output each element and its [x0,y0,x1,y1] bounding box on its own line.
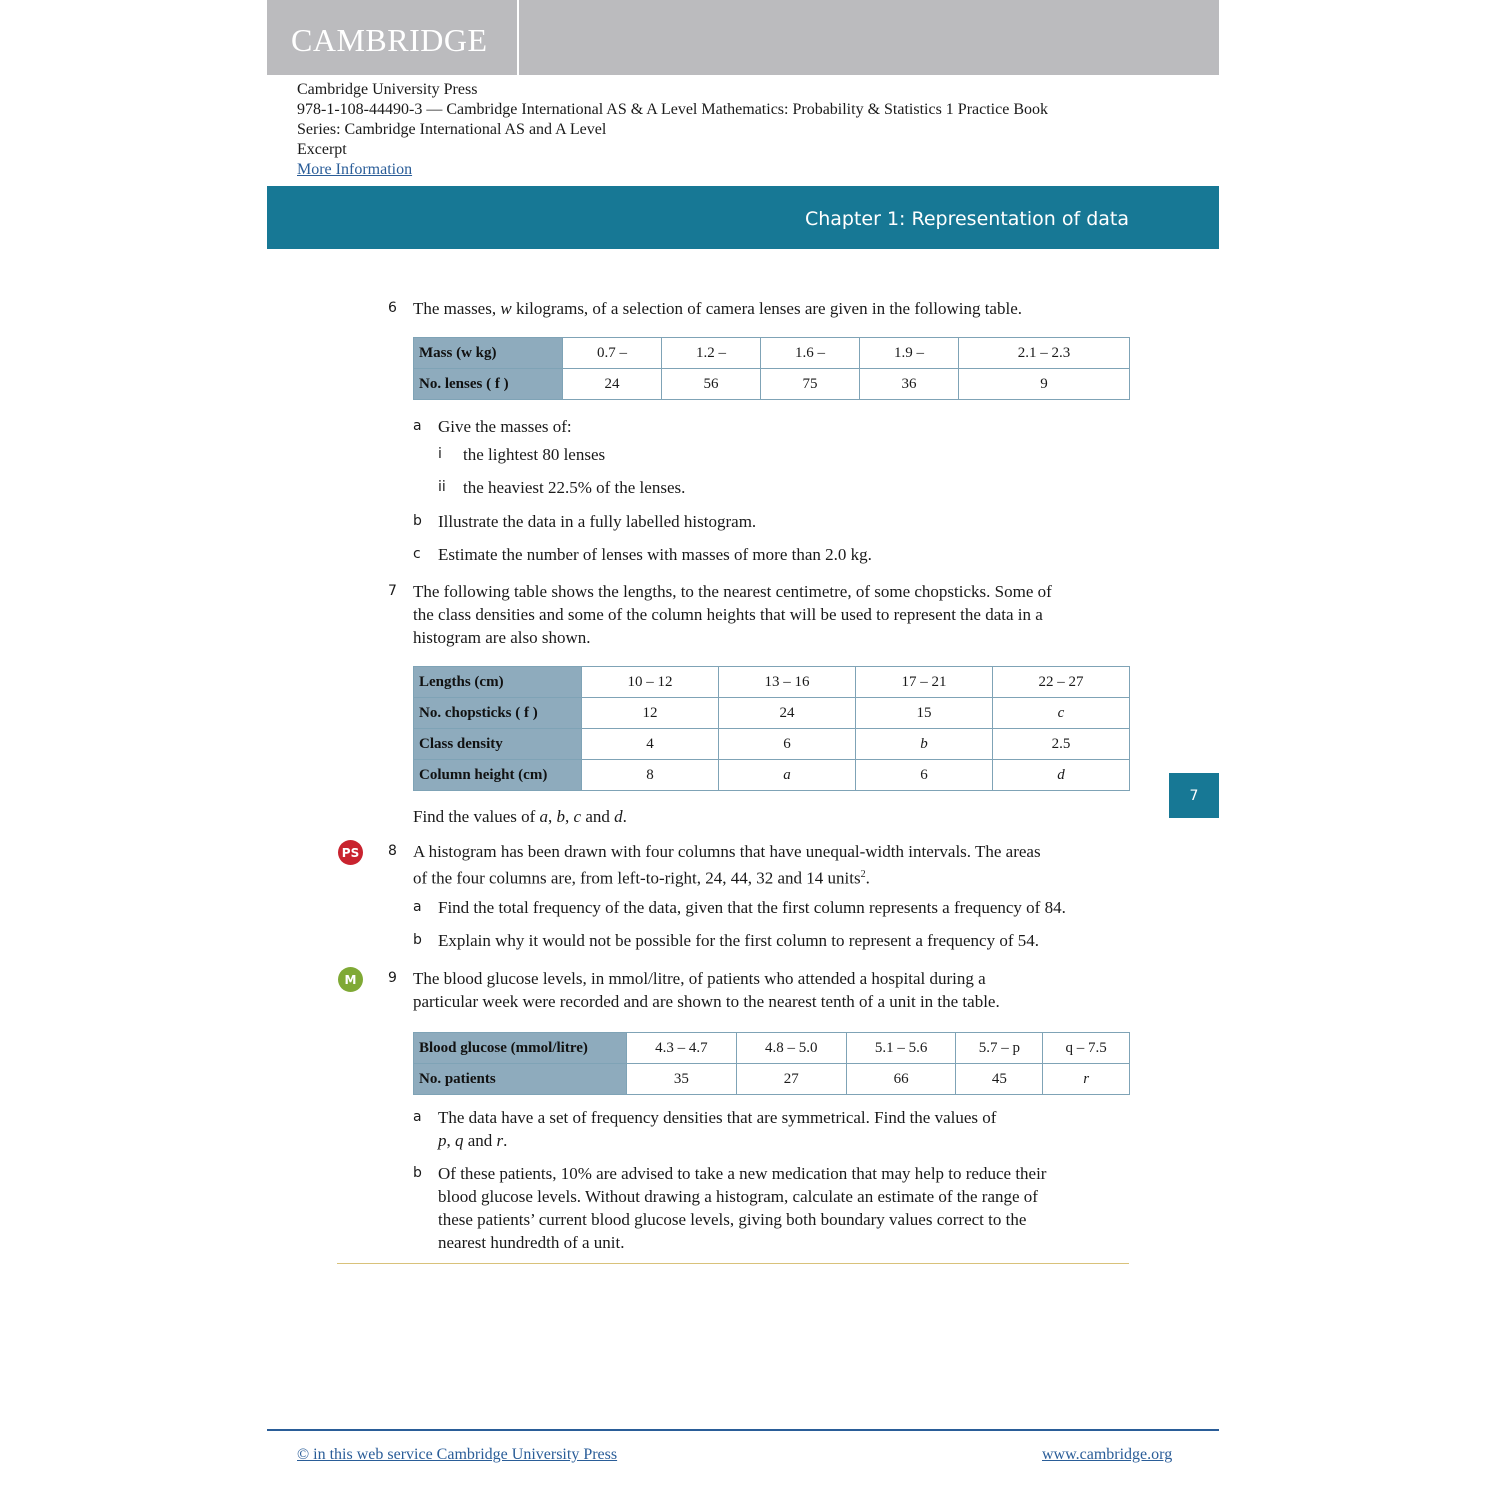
q8b-label: b [413,932,422,948]
q6ai-text: the lightest 80 lenses [463,445,606,464]
table-cell: 9 [959,369,1130,400]
table-cell: 15 [856,698,993,729]
q6c-label: c [413,546,421,562]
q9b-label: b [413,1165,422,1181]
question-9-text [413,967,1153,1013]
q9-line: The blood glucose levels, in mmol/litre, of patients who attended a hospital during a [413,969,986,988]
table-row [414,1033,1130,1064]
q8-line [413,863,1153,890]
more-information-link[interactable]: More Information [297,161,413,178]
q7-line: the class densities and some of the column heights that will be used to represent the data in a [413,605,1043,624]
q9-var-p: p [438,1131,447,1150]
q7-find-values: Find the values of a, b, c and d. [413,807,627,826]
table-cell: 35 [627,1064,737,1095]
footer-divider [267,1429,1219,1431]
table-cell: 24 [719,698,856,729]
q8a-text: Find the total frequency of the data, given that the first column represents a frequency of 84. [438,898,1066,917]
q7-var-d: d [614,807,623,826]
q9-glucose-table [413,1032,1130,1095]
q9b-line: Of these patients, 10% are advised to take a new medication that may help to reduce their [438,1164,1047,1183]
table-row [414,760,1130,791]
q7-find-pre: Find the values of [413,807,540,826]
q6-text-pre: The masses, [413,299,501,318]
q8-line2-end: . [865,868,870,888]
question-6-text [413,297,1153,320]
table-cell: 12 [582,698,719,729]
q9-var-q: q [455,1131,464,1150]
q7-line: histogram are also shown. [413,628,591,647]
table-header: Column height (cm) [414,760,582,791]
q7-var-a: a [539,807,549,826]
table-cell: 5.1 – 5.6 [846,1033,956,1064]
table-cell: 4 [582,729,719,760]
question-9-number: 9 [388,970,397,986]
isbn-title: 978-1-108-44490-3 — Cambridge International AS & A Level Mathematics: Probability & Statistics 1 Practice Book [297,101,1048,118]
table-row [414,667,1130,698]
table-cell: 0.7 – [563,338,662,369]
q6c-text: Estimate the number of lenses with masses of more than 2.0 kg. [438,545,872,564]
book-metadata [297,80,1048,180]
q6a-text: Give the masses of: [438,417,572,436]
q9a-label: a [413,1109,422,1125]
q9a-line: p, q and r. [438,1131,508,1150]
table-cell: 1.9 – [860,338,959,369]
table-header: Class density [414,729,582,760]
table-cell: 2.1 – 2.3 [959,338,1130,369]
problem-solving-badge-icon: PS [338,840,363,865]
table-cell: r [1043,1064,1130,1095]
modelling-badge-icon: M [338,967,363,992]
table-cell: 1.2 – [662,338,761,369]
q9a-and: and [463,1131,497,1150]
q6-var-w: w [500,299,512,318]
page-number: 7 [1169,773,1219,818]
table-cell: 27 [736,1064,846,1095]
q9b-line: nearest hundredth of a unit. [438,1233,625,1252]
table-cell: 6 [856,760,993,791]
q7-find-and: and [581,807,615,826]
cambridge-logo: CAMBRIDGE [291,22,488,58]
section-end-divider [337,1263,1129,1264]
table-row [414,369,1130,400]
table-cell: 10 – 12 [582,667,719,698]
table-cell: q – 7.5 [1043,1033,1130,1064]
chapter-bar [267,186,1219,249]
website-link[interactable]: www.cambridge.org [1042,1446,1173,1463]
table-row [414,1064,1130,1095]
q6a-label: a [413,418,422,434]
q6aii-label: ii [438,479,446,495]
table-row [414,338,1130,369]
table-cell: 24 [563,369,662,400]
page [267,0,1219,1487]
header-banner [267,0,1219,75]
q7-var-c: c [573,807,582,826]
q6b-text: Illustrate the data in a fully labelled histogram. [438,512,757,531]
q8b-text: Explain why it would not be possible for the first column to represent a frequency of 54. [438,931,1039,950]
banner-divider [517,0,519,75]
table-cell: 17 – 21 [856,667,993,698]
table-cell: 8 [582,760,719,791]
question-7-number: 7 [388,583,397,599]
q6-mass-table [413,337,1130,400]
q6-text-post: kilograms, of a selection of camera lenses are given in the following table. [511,299,1022,318]
table-cell: c [993,698,1130,729]
table-cell: a [719,760,856,791]
table-cell: 5.7 – p [956,1033,1043,1064]
series: Series: Cambridge International AS and A Level [297,121,607,138]
table-cell: 56 [662,369,761,400]
table-cell: 1.6 – [761,338,860,369]
q7-find-end: . [622,807,627,826]
question-8-number: 8 [388,843,397,859]
table-cell: 2.5 [993,729,1130,760]
chapter-title: Chapter 1: Representation of data [804,208,1129,230]
table-cell: 4.8 – 5.0 [736,1033,846,1064]
question-7-text [413,580,1153,649]
q9-line: particular week were recorded and are shown to the nearest tenth of a unit in the table. [413,992,1000,1011]
q7-chopsticks-table [413,666,1130,791]
q9-var-r: r [496,1131,504,1150]
q9a-line: The data have a set of frequency densities that are symmetrical. Find the values of [438,1108,997,1127]
q8-superscript: 2 [860,869,866,880]
table-cell: b [856,729,993,760]
q9b-text [438,1162,1158,1254]
excerpt-label: Excerpt [297,141,347,158]
table-header: No. patients [414,1064,627,1095]
publisher: Cambridge University Press [297,81,478,98]
copyright-link[interactable]: © in this web service Cambridge University Press [297,1446,618,1463]
q6aii-text: the heaviest 22.5% of the lenses. [463,478,686,497]
table-cell: 66 [846,1064,956,1095]
q9a-text [438,1106,1158,1152]
table-cell: d [993,760,1130,791]
table-cell: 13 – 16 [719,667,856,698]
q9b-line: blood glucose levels. Without drawing a histogram, calculate an estimate of the range of [438,1187,1038,1206]
q6b-label: b [413,513,422,529]
q9a-end: . [503,1131,508,1150]
table-cell: 6 [719,729,856,760]
q8-line2-text: of the four columns are, from left-to-right, 24, 44, 32 and 14 units [413,868,861,888]
q9b-line: these patients’ current blood glucose levels, giving both boundary values correct to the [438,1210,1027,1229]
table-cell: 36 [860,369,959,400]
table-header: Mass (w kg) [414,338,563,369]
table-row [414,729,1130,760]
q7-var-b: b [556,807,566,826]
table-header: No. chopsticks ( f ) [414,698,582,729]
q7-line: The following table shows the lengths, to the nearest centimetre, of some chopsticks. Some of [413,582,1052,601]
q8a-label: a [413,899,422,915]
q8-line: A histogram has been drawn with four columns that have unequal-width intervals. The areas [413,842,1041,861]
table-header: Lengths (cm) [414,667,582,698]
table-header: No. lenses ( f ) [414,369,563,400]
question-8-text [413,840,1153,890]
table-cell: 45 [956,1064,1043,1095]
table-cell: 4.3 – 4.7 [627,1033,737,1064]
q6ai-label: i [438,446,442,462]
table-row [414,698,1130,729]
question-6-number: 6 [388,300,397,316]
table-cell: 75 [761,369,860,400]
table-cell: 22 – 27 [993,667,1130,698]
table-header: Blood glucose (mmol/litre) [414,1033,627,1064]
